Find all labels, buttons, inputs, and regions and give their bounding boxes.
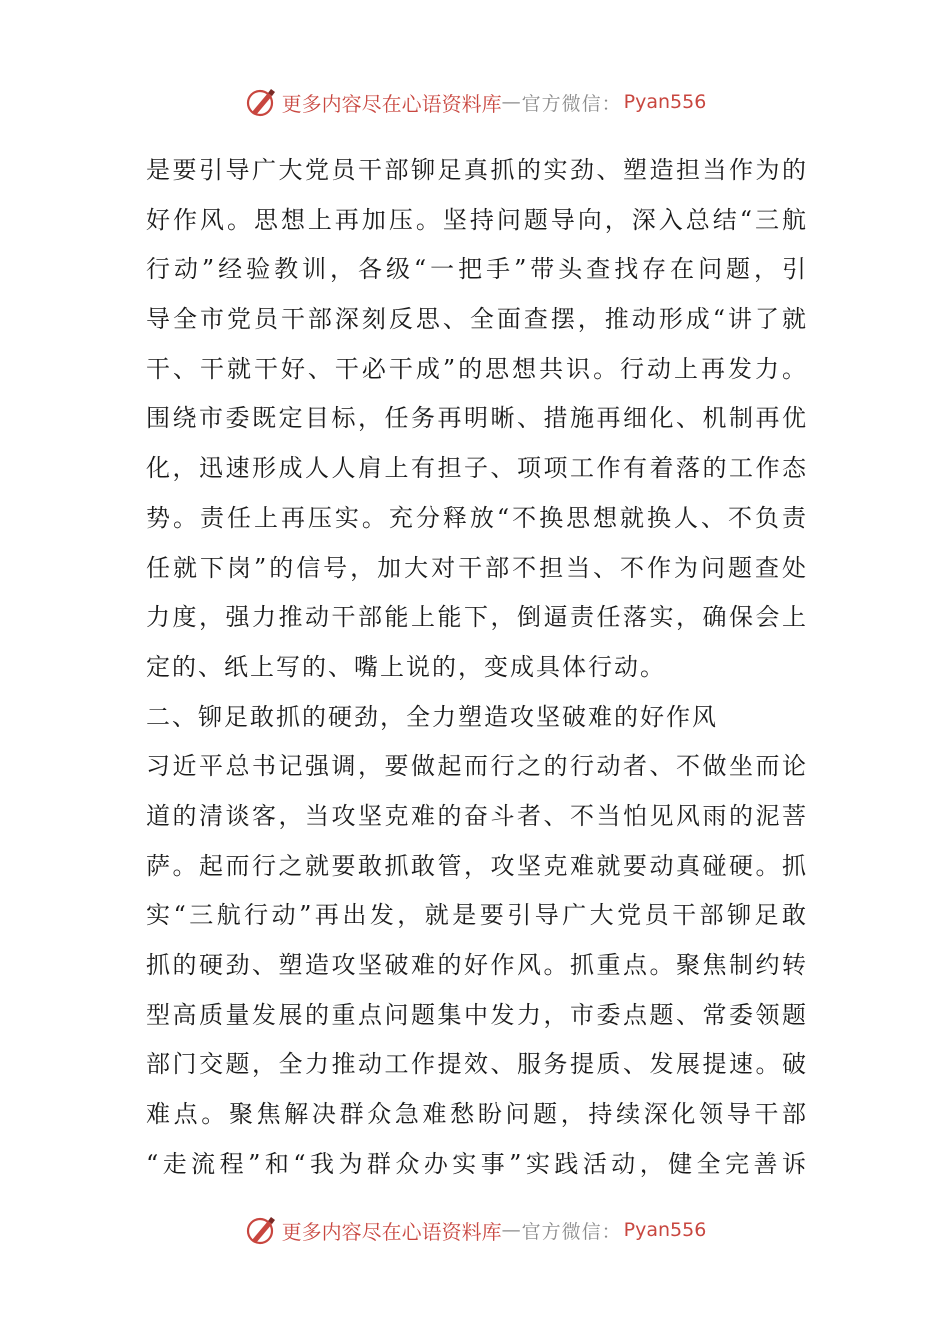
text-line: 是要引导广大党员干部铆足真抓的实劲、塑造担当作为的 bbox=[146, 156, 806, 184]
text-line: 好作风。思想上再加压。坚持问题导向，深入总结“三航 bbox=[146, 205, 806, 234]
text-line: 干、干就干好、干必干成”的思想共识。行动上再发力。 bbox=[146, 354, 806, 383]
watermark-wechat-id: Pyan556 bbox=[623, 1219, 707, 1241]
watermark-wechat-id: Pyan556 bbox=[623, 91, 707, 113]
watermark-separator: — bbox=[501, 1219, 522, 1241]
text-line: 难点。聚焦解决群众急难愁盼问题，持续深化领导干部 bbox=[146, 1100, 806, 1129]
text-line: 实“三航行动”再出发，就是要引导广大党员干部铆足敢 bbox=[146, 901, 806, 930]
watermark-brand: 更多内容尽在心语资料库 bbox=[281, 91, 502, 116]
watermark-contact-label: 官方微信： bbox=[521, 92, 622, 115]
text-line: 型高质量发展的重点问题集中发力，市委点题、常委领题 bbox=[146, 1000, 806, 1029]
text-line: “走流程”和“我为群众办实事”实践活动，健全完善诉 bbox=[146, 1149, 806, 1178]
text-line: 二、铆足敢抓的硬劲，全力塑造攻坚破难的好作风 bbox=[146, 702, 718, 731]
text-line: 习近平总书记强调，要做起而行之的行动者、不做坐而论 bbox=[146, 752, 806, 781]
text-line: 任就下岗”的信号，加大对干部不担当、不作为问题查处 bbox=[146, 553, 806, 582]
text-line: 道的清谈客，当攻坚克难的奋斗者、不当怕见风雨的泥菩 bbox=[146, 801, 806, 830]
watermark-header bbox=[0, 82, 950, 122]
text-line: 部门交题，全力推动工作提效、服务提质、发展提速。破 bbox=[146, 1050, 806, 1079]
pen-circle-logo-icon bbox=[244, 1213, 278, 1247]
text-line: 导全市党员干部深刻反思、全面查摆，推动形成“讲了就 bbox=[146, 305, 806, 334]
watermark-separator: — bbox=[501, 91, 522, 113]
watermark-footer bbox=[0, 1210, 950, 1250]
watermark-contact-label: 官方微信： bbox=[521, 1220, 622, 1243]
text-line: 抓的硬劲、塑造攻坚破难的好作风。抓重点。聚焦制约转 bbox=[146, 951, 806, 979]
text-line: 势。责任上再压实。充分释放“不换思想就换人、不负责 bbox=[146, 503, 806, 532]
watermark-brand: 更多内容尽在心语资料库 bbox=[281, 1219, 502, 1244]
text-line: 力度，强力推动干部能上能下，倒逼责任落实，确保会上 bbox=[146, 603, 806, 632]
text-line: 萨。起而行之就要敢抓敢管，攻坚克难就要动真碰硬。抓 bbox=[146, 851, 806, 880]
document-body bbox=[146, 146, 806, 1189]
text-line: 行动”经验教训，各级“一把手”带头查找存在问题，引 bbox=[146, 255, 806, 284]
text-line: 围绕市委既定目标，任务再明晰、措施再细化、机制再优 bbox=[146, 404, 806, 433]
pen-circle-logo-icon bbox=[244, 85, 278, 119]
text-line: 化，迅速形成人人肩上有担子、项项工作有着落的工作态 bbox=[146, 454, 806, 483]
text-line: 定的、纸上写的、嘴上说的，变成具体行动。 bbox=[146, 652, 666, 681]
